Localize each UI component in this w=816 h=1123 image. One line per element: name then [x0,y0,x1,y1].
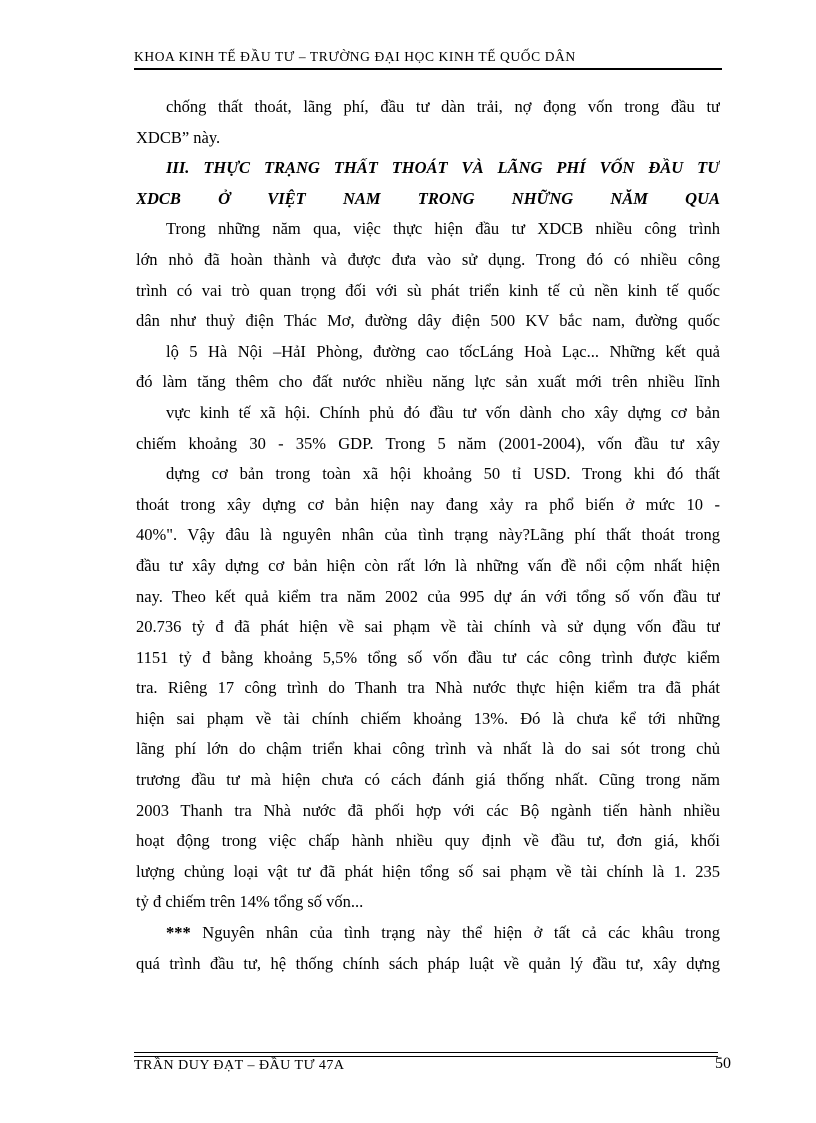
text-line [136,214,720,245]
text-line [136,398,720,429]
line-text: 2003 Thanh tra Nhà nước đã phối hợp với các Bộ ngành tiến hành nhiều [136,800,720,820]
header-rule [134,68,722,70]
text-line [136,734,720,765]
line-text: dựng cơ bản trong toàn xã hội khoảng 50 tỉ USD. Trong khi đó thất [166,464,720,484]
line-text: lộ 5 Hà Nội –HảI Phòng, đường cao tốcLáng Hoà Lạc... Những kết quả [166,341,720,361]
text-line [136,123,720,154]
line-text: hiện sai phạm về tài chính chiếm khoảng 13%. Đó là chưa kể tới những [136,708,720,728]
line-text: tra. Riêng 17 công trình do Thanh tra Nhà nước thực hiện kiểm tra đã phát [136,678,720,698]
body-text [136,92,720,979]
text-line [136,245,720,276]
text-line [136,643,720,674]
line-text: 40%". Vậy đâu là nguyên nhân của tình trạng này?Lãng phí thất thoát trong [136,525,720,545]
text-line [136,857,720,888]
text-line [136,429,720,460]
footer-rule [134,1052,718,1057]
text-line [136,276,720,307]
page-number: 50 [715,1055,731,1072]
text-line [136,367,720,398]
line-text: chiếm khoảng 30 - 35% GDP. Trong 5 năm (2001-2004), vốn đầu tư xây [136,433,720,453]
text-line [136,918,720,949]
text-line [136,92,720,123]
text-line [136,826,720,857]
line-text: 20.736 tỷ đ đã phát hiện về sai phạm về tài chính và sử dụng vốn đầu tư [136,617,720,637]
text-line [136,796,720,827]
line-text: Trong những năm qua, việc thực hiện đầu tư XDCB nhiều công trình [166,219,720,239]
line-text: quá trình đầu tư, hệ thống chính sách pháp luật về quản lý đầu tư, xây dựng [136,953,720,973]
line-text: đó làm tăng thêm cho đất nước nhiều năng lực sản xuất mới trên nhiều lĩnh [136,372,720,392]
line-text: trình có vai trò quan trọng đối với sù phát triển kinh tế củ nền kinh tế quốc [136,280,720,300]
text-line [136,949,720,980]
text-line [136,704,720,735]
running-header: KHOA KINH TẾ ĐẦU TƯ – TRƯỜNG ĐẠI HỌC KINH TẾ QUỐC DÂN [134,49,576,64]
line-text: lớn nhỏ đã hoàn thành và được đưa vào sử dụng. Trong đó có nhiều công [136,249,720,269]
section-heading-line [136,184,720,215]
line-text: Nguyên nhân của tình trạng này thể hiện ở tất cả các khâu trong [202,923,720,943]
line-text: đầu tư xây dựng cơ bản hiện còn rất lớn là những vấn đề nổi cộm nhất hiện [136,555,720,575]
line-text: tỷ đ chiếm trên 14% tổng số vốn... [136,892,364,912]
line-text: III. THỰC TRẠNG THẤT THOÁT VÀ LÃNG PHÍ VỐN ĐẦU TƯ [166,158,720,178]
line-text: trương đầu tư mà hiện chưa có cách đánh giá thống nhất. Cũng trong năm [136,770,720,790]
text-line [136,520,720,551]
line-text: dân như thuỷ điện Thác Mơ, đường dây điện 500 KV bắc nam, đường quốc [136,311,720,331]
line-text: thoát trong xây dựng cơ bản hiện nay đang xảy ra phổ biến ở mức 10 - [136,494,720,514]
text-line [136,612,720,643]
line-text: XDCB Ở VIỆT NAM TRONG NHỮNG NĂM QUA [136,188,720,208]
section-heading-line [136,153,720,184]
running-footer: TRẦN DUY ĐẠT – ĐẦU TƯ 47A [134,1058,345,1073]
line-text: vực kinh tế xã hội. Chính phủ đó đầu tư vốn dành cho xây dựng cơ bản [166,402,720,422]
text-line [136,887,720,918]
line-text: lãng phí lớn do chậm triển khai công trình và nhất là do sai sót trong chủ [136,739,720,759]
text-line [136,673,720,704]
line-text: nay. Theo kết quả kiểm tra năm 2002 của 995 dự án với tổng số vốn đầu tư [136,586,720,606]
line-text: chống thất thoát, lãng phí, đầu tư dàn trải, nợ đọng vốn trong đầu tư [166,97,720,116]
line-text: hoạt động trong việc chấp hành nhiều quy định về đầu tư, đơn giá, khối [136,831,720,851]
text-line [136,459,720,490]
text-line [136,306,720,337]
line-text: lượng chủng loại vật tư đã phát hiện tổng số sai phạm về tài chính là 1. 235 [136,861,720,881]
text-line [136,337,720,368]
text-line [136,551,720,582]
text-line [136,490,720,521]
asterisk-marker: *** [166,923,203,943]
text-line [136,765,720,796]
text-line [136,582,720,613]
line-text: 1151 tỷ đ bằng khoảng 5,5% tổng số vốn đầu tư các công trình được kiểm [136,647,720,667]
line-text: XDCB” này. [136,127,221,147]
